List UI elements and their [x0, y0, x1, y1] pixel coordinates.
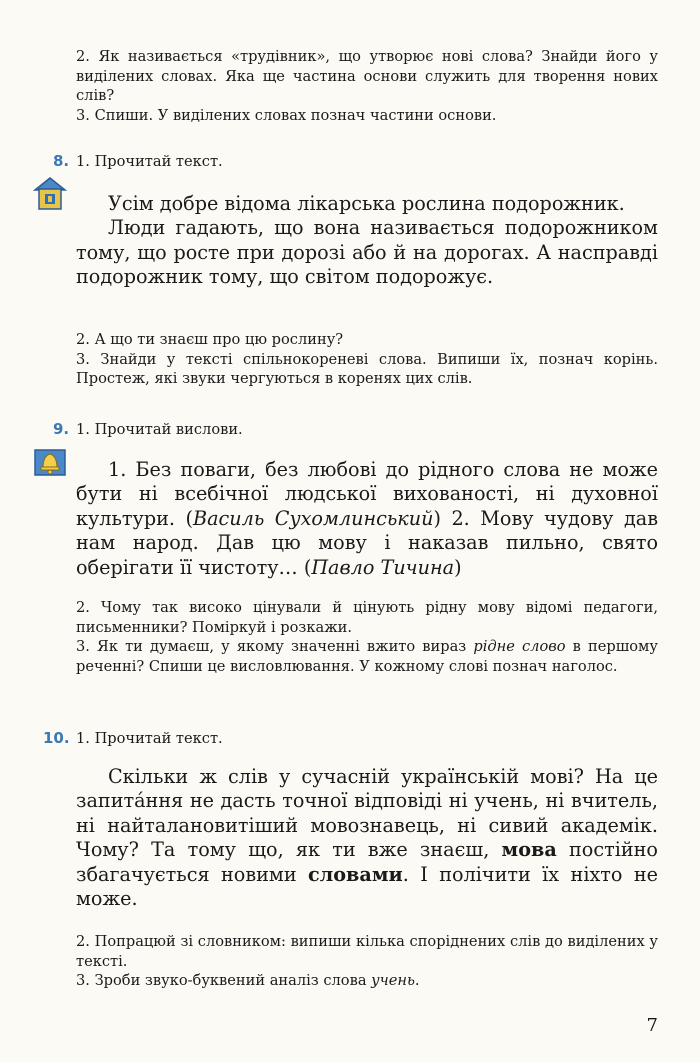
ex8-number: 8.: [53, 152, 70, 170]
ex7-tasks: [76, 47, 658, 125]
ex9-task-3-expression: рідне слово: [473, 638, 566, 655]
ex10-bold-word-1: мова: [501, 838, 557, 862]
ex9-task-2: 2. Чому так високо цінували й цінують рідну мову відомі педагоги, письменники? Поміркуй і розкажи.: [76, 599, 658, 636]
ex9-quote-end: ): [454, 555, 462, 579]
ex8-task-2: 2. А що ти знаєш про цю рослину?: [76, 331, 344, 348]
ex10-tasks: [76, 932, 658, 991]
bell-icon: [33, 446, 67, 478]
ex8-text: [76, 192, 658, 290]
ex10-header: 1. Прочитай текст.: [76, 730, 223, 747]
ex8-header: 1. Прочитай текст.: [76, 153, 223, 170]
ex10-task-3: [76, 971, 658, 991]
ex9-quotes: [76, 458, 658, 580]
ex10-text-b: постійно збагачується новими: [76, 838, 658, 886]
ex8-task-3: 3. Знайди у тексті спільнокореневі слова. Випиши їх, познач корінь. Простеж, які звуки чергуються в коренях цих слів.: [76, 350, 658, 387]
ex8-tasks: [76, 330, 658, 389]
ex10-task-2: 2. Попрацюй зі словником: випиши кілька споріднених слів до виділених у тексті.: [76, 933, 658, 970]
ex9-quotes-paragraph: [76, 458, 658, 580]
ex10-bold-word-2: словами: [308, 862, 403, 886]
ex9-quote-1: 1. Без поваги, без любові до рідного слова не може бути ні всебічної людської вихованості, ні духовної культури. (: [76, 458, 658, 530]
ex8-paragraph-1: Усім добре відома лікарська рослина подорожник.: [108, 192, 625, 215]
ex9-number: 9.: [53, 420, 70, 438]
house-icon: [33, 176, 67, 212]
ex9-task-3-rest: в першому реченні? Спиши це висловлювання. У кожному слові познач наголос.: [76, 638, 658, 675]
page-number: 7: [646, 1015, 658, 1036]
ex9-task-3: [76, 637, 658, 676]
ex10-text: [76, 765, 658, 911]
ex7-task-2: 2. Як називається «трудівник», що утворює нові слова? Знайди його у виділених словах. Яка ще частина основи служить для творення нових слів?: [76, 48, 658, 104]
ex7-task-3: 3. Спиши. У виділених словах познач частини основи.: [76, 106, 497, 124]
ex9-author-2: Павло Тичина: [311, 555, 455, 579]
ex10-task-3-end: .: [414, 972, 420, 989]
ex10-text-a: Скільки ж слів у сучасній українській мові? На це запита́ння не дасть точної відповіді ні учень, ні вчитель, ні найталановитіший мовознавець, ні сивий академік. Чому? Та тому що, як ти вже знаєш,: [76, 765, 658, 862]
ex9-tasks: [76, 598, 658, 676]
ex10-number: 10.: [43, 729, 70, 747]
ex9-task-3-text: 3. Як ти думаєш, у якому значенні вжито вираз: [76, 638, 474, 655]
ex10-text-c: . І полічити їх ніхто не може.: [76, 862, 658, 911]
ex10-task-3-word: учень: [371, 972, 415, 989]
ex10-paragraph: [76, 765, 658, 911]
ex10-task-3-text: 3. Зроби звуко-буквений аналіз слова: [76, 972, 372, 989]
ex8-paragraph-2: Люди гадають, що вона називається подорожником тому, що росте при дорозі або й на дорогах. А насправді подорожник тому, що світом подорожує.: [76, 216, 658, 289]
ex9-author-1: Василь Сухомлинський: [192, 506, 434, 530]
ex9-header: 1. Прочитай вислови.: [76, 421, 243, 438]
ex9-quote-2: ) 2. Мову чудову дав нам народ. Дав цю мову і наказав пильно, свято оберігати її чистоту… (: [76, 506, 659, 579]
